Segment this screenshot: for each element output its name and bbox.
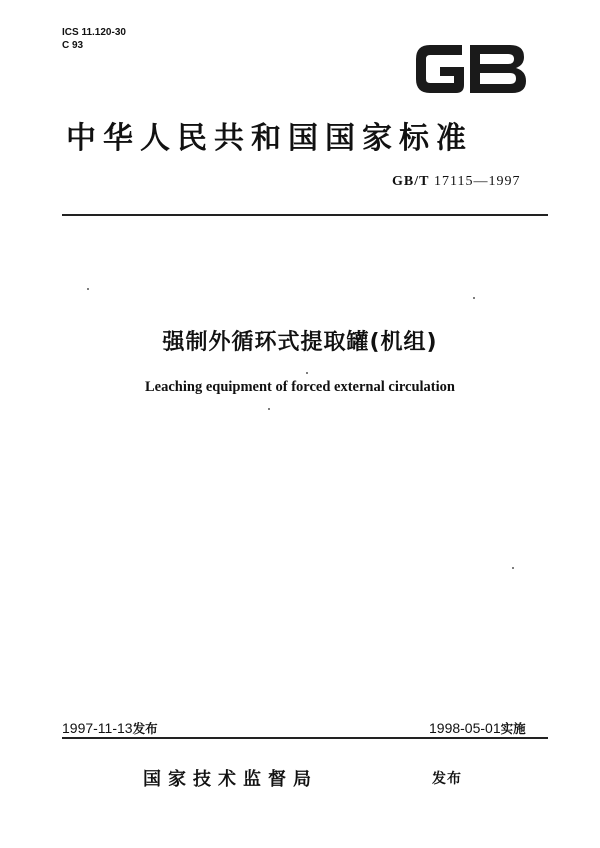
implementation-date-value: 1998-05-01 xyxy=(429,720,501,736)
document-title-zh: 强制外循环式提取罐(机组) xyxy=(162,330,438,355)
gb-logo xyxy=(410,39,530,99)
ics-classification xyxy=(62,26,126,52)
issue-date-value: 1997-11-13 xyxy=(62,720,133,736)
header-divider xyxy=(62,214,548,216)
implementation-date xyxy=(429,719,526,737)
gb-logo-letter-b xyxy=(470,45,526,93)
ics-code: ICS 11.120-30 xyxy=(62,27,126,38)
standard-number xyxy=(392,174,520,190)
footer-divider xyxy=(62,737,548,739)
issue-date-suffix: 发布 xyxy=(132,721,158,736)
gb-logo-letter-g xyxy=(416,45,464,93)
issue-date xyxy=(62,719,158,737)
ccs-code: C 93 xyxy=(62,40,84,51)
scan-speck xyxy=(268,408,270,410)
scan-speck xyxy=(473,297,475,299)
standard-title: 中华人民共和国国家标准 xyxy=(66,121,473,156)
implementation-date-suffix: 实施 xyxy=(500,721,526,736)
scan-speck xyxy=(512,567,514,569)
scan-speck xyxy=(306,372,308,374)
publisher-name: 国家技术监督局 xyxy=(143,769,318,790)
standard-prefix: GB/T xyxy=(392,174,430,189)
document-title-en: Leaching equipment of forced external circulation xyxy=(145,379,455,395)
publish-label: 发布 xyxy=(432,771,462,787)
scan-speck xyxy=(87,288,89,290)
standard-code: 17115—1997 xyxy=(433,174,521,189)
